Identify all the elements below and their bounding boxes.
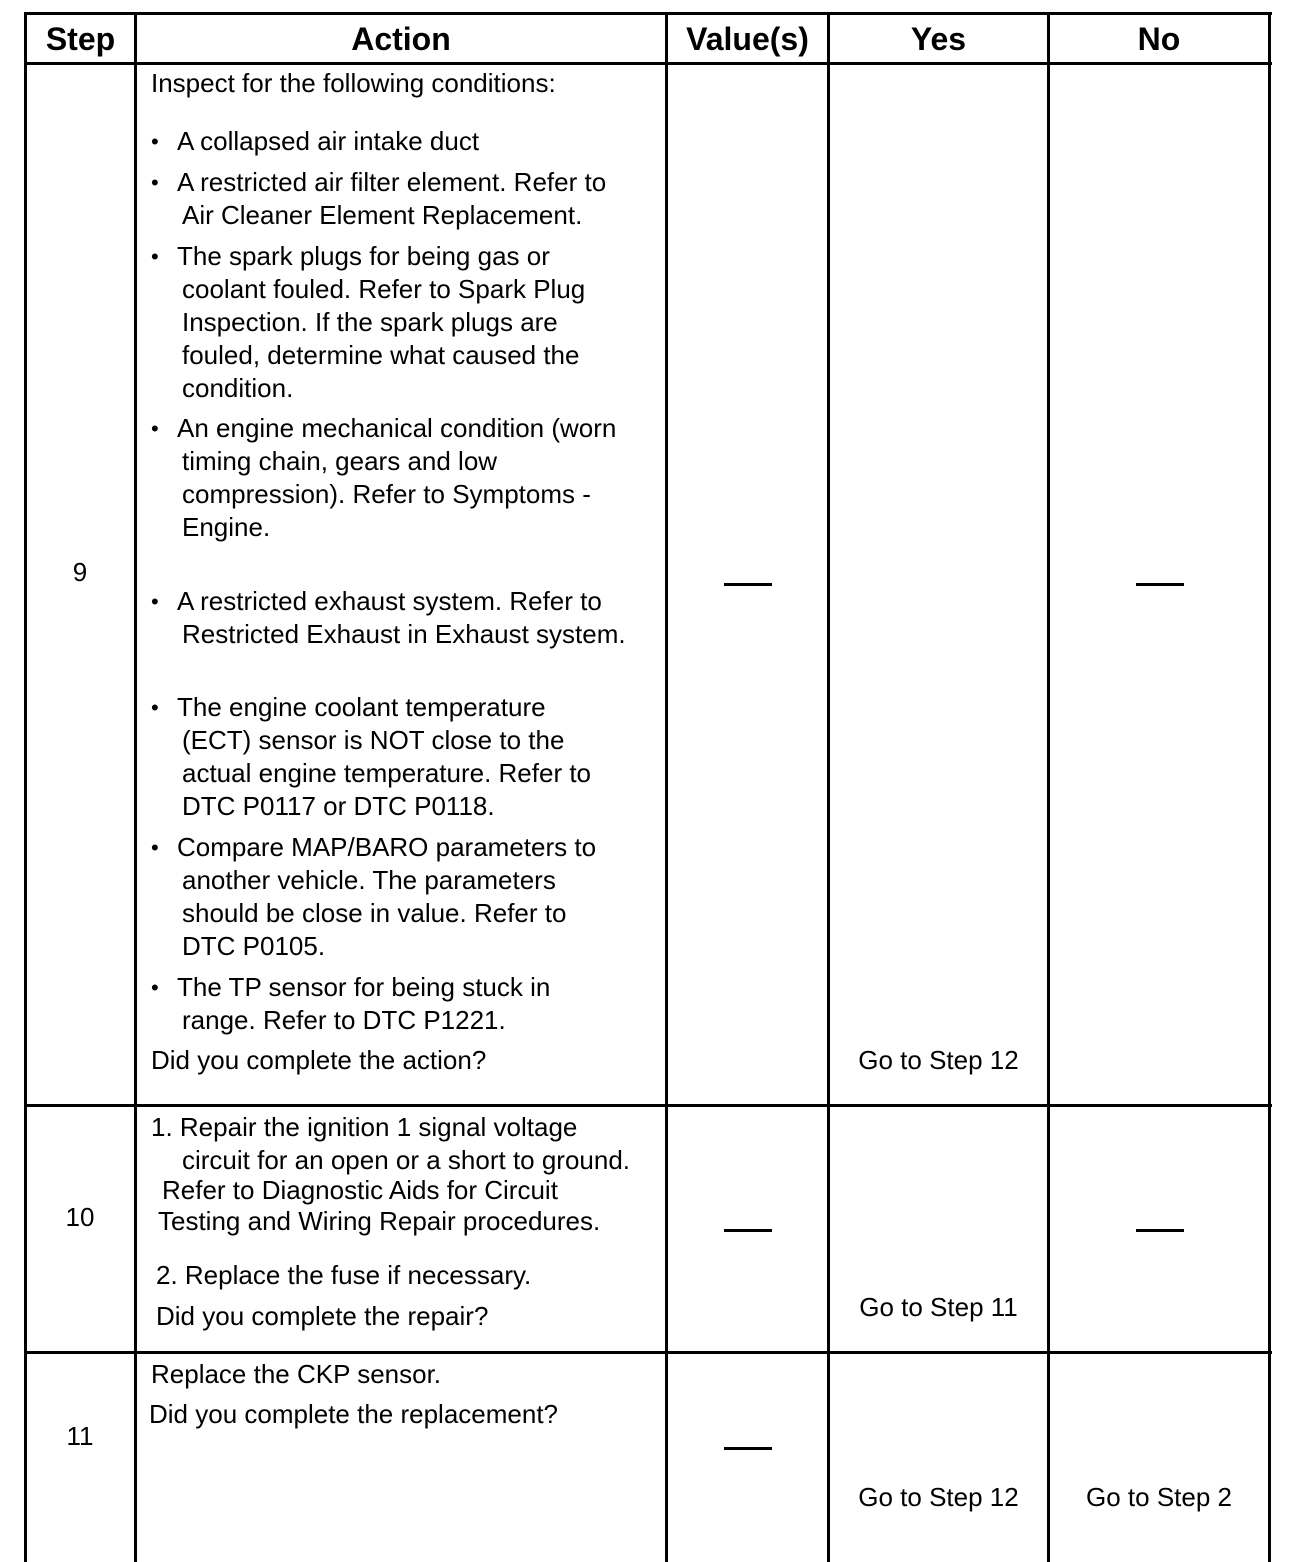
header-action: Action xyxy=(351,20,451,57)
bullet-text: The TP sensor for being stuck in xyxy=(177,972,551,1002)
no-empty-dash xyxy=(1136,1229,1184,1232)
row-10-bottom-border xyxy=(24,1351,1272,1354)
value-empty-dash xyxy=(724,1447,772,1450)
bullet-text: (ECT) sensor is NOT close to the xyxy=(182,725,565,755)
value-empty-dash xyxy=(724,1229,772,1232)
no-empty-dash xyxy=(1136,583,1184,586)
header-no: No xyxy=(1137,20,1181,57)
bullet-text: DTC P0117 or DTC P0118. xyxy=(182,791,495,821)
action-question: Did you complete the action? xyxy=(151,1045,487,1075)
bullet-text: another vehicle. The parameters xyxy=(182,865,556,895)
bullet-text: An engine mechanical condition (worn xyxy=(177,413,617,443)
yes-action: Go to Step 11 xyxy=(859,1292,1018,1322)
values-column-divider xyxy=(827,12,830,1562)
bullet-marker: • xyxy=(151,416,159,441)
action-line: Replace the CKP sensor. xyxy=(151,1359,442,1389)
bullet-marker: • xyxy=(151,129,159,154)
action-item-1: circuit for an open or a short to ground. xyxy=(182,1145,631,1175)
bullet-text: Restricted Exhaust in Exhaust system. xyxy=(182,619,626,649)
bullet-text: DTC P0105. xyxy=(182,931,326,961)
bullet-text: should be close in value. Refer to xyxy=(182,898,567,928)
bullet-marker: • xyxy=(151,170,159,195)
no-action: Go to Step 2 xyxy=(1086,1482,1232,1512)
header-values: Value(s) xyxy=(686,20,809,57)
bullet-text: timing chain, gears and low xyxy=(182,446,498,476)
action-item-2: 2. Replace the fuse if necessary. xyxy=(156,1260,532,1290)
bullet-text: A restricted exhaust system. Refer to xyxy=(177,586,602,616)
bullet-text: coolant fouled. Refer to Spark Plug xyxy=(182,274,586,304)
action-column-divider xyxy=(665,12,668,1562)
table-left-border xyxy=(24,12,27,1562)
bullet-text: fouled, determine what caused the xyxy=(182,340,580,370)
action-question: Did you complete the repair? xyxy=(156,1301,489,1331)
action-item-1: Testing and Wiring Repair procedures. xyxy=(158,1206,601,1236)
bullet-text: Engine. xyxy=(182,512,271,542)
header-step: Step xyxy=(45,20,116,57)
step-number: 10 xyxy=(65,1202,95,1232)
bullet-text: range. Refer to DTC P1221. xyxy=(182,1005,506,1035)
bullet-text: Inspection. If the spark plugs are xyxy=(182,307,558,337)
step-number: 9 xyxy=(72,557,88,587)
value-empty-dash xyxy=(724,583,772,586)
bullet-marker: • xyxy=(151,835,159,860)
bullet-text: Air Cleaner Element Replacement. xyxy=(182,200,583,230)
header-yes: Yes xyxy=(910,20,967,57)
bullet-text: actual engine temperature. Refer to xyxy=(182,758,592,788)
bullet-text: The engine coolant temperature xyxy=(177,692,546,722)
table-right-border xyxy=(1268,12,1271,1562)
bullet-marker: • xyxy=(151,244,159,269)
action-item-1: 1. Repair the ignition 1 signal voltage xyxy=(151,1112,578,1142)
action-question: Did you complete the replacement? xyxy=(149,1399,559,1429)
yes-action: Go to Step 12 xyxy=(858,1045,1019,1075)
bullet-text: A collapsed air intake duct xyxy=(177,126,480,156)
bullet-marker: • xyxy=(151,589,159,614)
bullet-text: A restricted air filter element. Refer to xyxy=(177,167,607,197)
step-number: 11 xyxy=(66,1421,94,1451)
bullet-text: compression). Refer to Symptoms - xyxy=(182,479,591,509)
yes-action: Go to Step 12 xyxy=(858,1482,1019,1512)
bullet-text: condition. xyxy=(182,373,294,403)
action-intro: Inspect for the following conditions: xyxy=(151,68,556,98)
bullet-text: The spark plugs for being gas or xyxy=(177,241,550,271)
action-item-1: Refer to Diagnostic Aids for Circuit xyxy=(162,1175,558,1205)
bullet-marker: • xyxy=(151,695,159,720)
bullet-marker: • xyxy=(151,975,159,1000)
step-column-divider xyxy=(134,12,137,1562)
row-9-bottom-border xyxy=(24,1104,1272,1107)
bullet-text: Compare MAP/BARO parameters to xyxy=(177,832,597,862)
yes-column-divider xyxy=(1047,12,1050,1562)
